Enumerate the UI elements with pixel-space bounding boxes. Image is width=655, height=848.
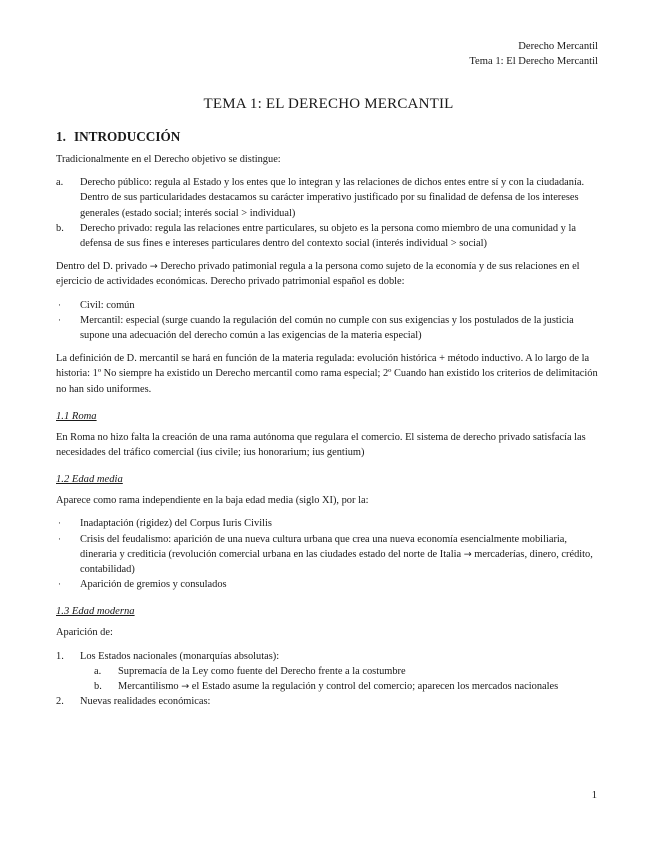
definition-paragraph: La definición de D. mercantil se hará en función de la materia regulada: evolución histórica + método inductivo. A lo largo de la historia: 1º No siempre ha existido un Derecho mercantil como rama especial; 2º Cuando han existido los criterios de delimitación no han sido uniformes. — [56, 353, 598, 395]
public-private-list — [56, 175, 601, 251]
bullet-icon: · — [58, 579, 61, 590]
list-item-text: Inadaptación (rigidez) del Corpus Iuris Civilis — [80, 518, 272, 530]
list-item — [56, 649, 601, 664]
list-item — [56, 577, 601, 592]
list-item — [56, 298, 601, 313]
right-arrow-icon: → — [149, 261, 158, 273]
section-number: 1. — [56, 129, 66, 144]
list-item-text: Mercantil: especial (surge cuando la regulación del común no cumple con sus exigencias y los postulados de la justicia supone una adecuación del derecho común a las exigencias de la materia especial) — [80, 314, 574, 342]
list-marker: 2. — [56, 696, 64, 708]
list-marker: b. — [94, 681, 102, 693]
paragraph-text: Derecho privado patimonial regula a la persona como sujeto de la economía y de sus relaciones en el ejercicio de actividades económicas. Derecho privado patrimonial español es doble: — [56, 261, 580, 288]
header-topic: Tema 1: El Derecho Mercantil — [469, 55, 598, 67]
page-title: TEMA 1: EL DERECHO MERCANTIL — [203, 96, 454, 112]
list-item — [56, 532, 601, 578]
list-marker: b. — [56, 222, 64, 234]
list-item — [56, 313, 601, 343]
edad-media-paragraph: Aparece como rama independiente en la baja edad media (siglo XI), por la: — [56, 495, 369, 507]
list-marker: a. — [94, 665, 102, 677]
subsection-roma: 1.1 Roma — [56, 410, 97, 422]
page-number: 1 — [591, 790, 597, 801]
list-marker: 1. — [56, 650, 64, 662]
edad-media-list — [56, 516, 601, 592]
intro-paragraph: Tradicionalmente en el Derecho objetivo se distingue: — [56, 154, 281, 165]
header-course: Derecho Mercantil — [518, 41, 598, 52]
paragraph-text: Dentro del D. privado — [56, 261, 150, 273]
section-heading — [56, 128, 601, 146]
roma-paragraph: En Roma no hizo falta la creación de una rama autónoma que regulara el comercio. El sistema de derecho privado satisfacía las necesidades del tráfico comercial (ius civile; ius honorarium; ius gentium) — [56, 431, 586, 459]
list-item-text: Los Estados nacionales (monarquías absolutas): — [80, 650, 280, 662]
right-arrow-icon: → — [181, 681, 190, 693]
edad-moderna-list — [56, 649, 601, 710]
list-item-text: Nuevas realidades económicas: — [80, 696, 211, 708]
bullet-icon: · — [58, 299, 61, 310]
list-item-text: Mercantilismo — [118, 681, 182, 693]
running-header — [469, 40, 598, 69]
edad-moderna-paragraph: Aparición de: — [56, 627, 113, 639]
list-item-text: el Estado asume la regulación y control del comercio; aparecen los mercados nacionales — [189, 681, 559, 693]
subsection-edad-media: 1.2 Edad media — [56, 474, 123, 486]
list-marker: a. — [56, 177, 64, 189]
list-item-text: mercaderías, dinero, crédito, contabilidad) — [80, 548, 593, 576]
sub-list-item — [56, 679, 601, 694]
list-item-text: Crisis del feudalismo: aparición de una nueva cultura urbana que crea una nueva economía esencialmente mobiliaria, dineraria y crediticia (revolución comercial urbana en las ciudades estado del norte de Italia — [80, 533, 568, 560]
list-item-text: Derecho privado: regula las relaciones entre particulares, su objeto es la persona como miembro de una comunidad y la defensa de sus fines e intereses particulares dentro del contexto social (interés individual > social) — [80, 222, 576, 250]
bullet-icon: · — [58, 314, 61, 325]
list-item-text: Derecho público: regula al Estado y los entes que lo integran y las relaciones de dichos entes entre sí y con la ciudadanía. Dentro de sus particularidades destacamos su carácter imperativo justificado por su finalidad de defensa de los intereses generales (estado social; interés social > individual) — [80, 177, 585, 219]
subsection-edad-moderna: 1.3 Edad moderna — [56, 606, 135, 618]
list-item-text: Supremacía de la Ley como fuente del Derecho frente a la costumbre — [118, 665, 406, 677]
bullet-icon: · — [58, 533, 61, 544]
list-item-text: Aparición de gremios y consulados — [80, 579, 227, 591]
list-item — [56, 221, 601, 251]
private-law-paragraph — [56, 259, 601, 289]
list-item — [56, 516, 601, 531]
sub-list-item — [56, 664, 601, 679]
document-body — [56, 94, 601, 717]
list-item-text: Civil: común — [80, 299, 135, 311]
list-item — [56, 694, 601, 709]
right-arrow-icon: → — [463, 548, 472, 560]
section-title: INTRODUCCIÓN — [74, 129, 181, 144]
civil-mercantil-list — [56, 298, 601, 344]
list-item — [56, 175, 601, 221]
bullet-icon: · — [58, 518, 61, 529]
